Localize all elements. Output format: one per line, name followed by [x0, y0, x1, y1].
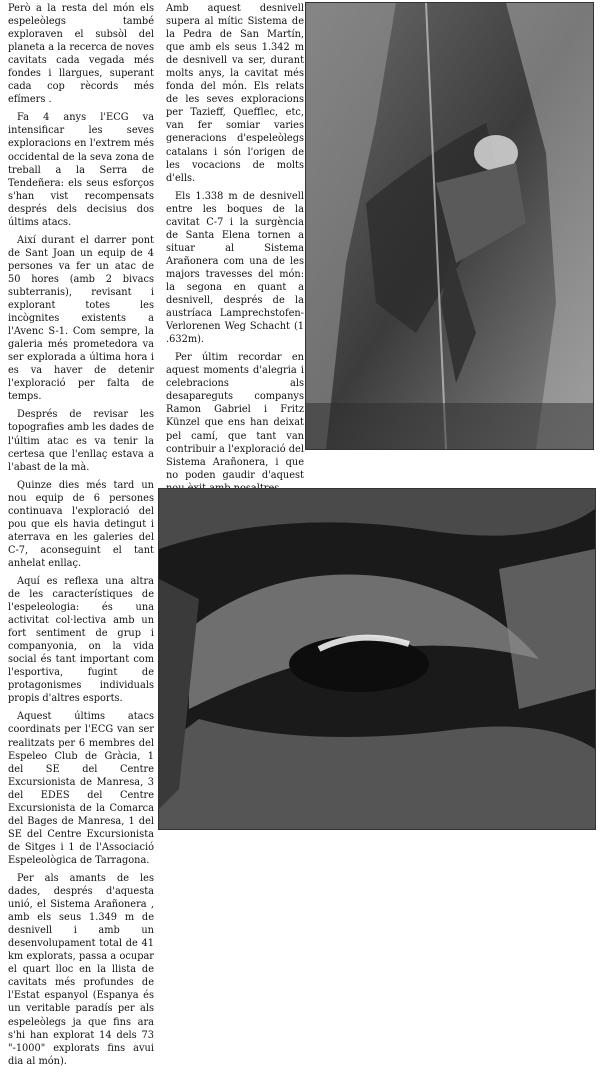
paragraph: Fa 4 anys l'ECG va intensificar les seves exploracions en l'extrem més occidental de la seva zona de treball a la Serra de Tendeñera: els seus esforços s'han vist recompensats després dels decisius dos últims atacs.	[8, 112, 154, 228]
paragraph: Per últim recordar en aquest moments d'alegria i celebracions als desapareguts companys Ramon Gabriel i Fritz Künzel que ens han deixat pel camí, que tant van contribuir a l'exploració del Sistema Arañonera, i que no poden gaudir d'aquest	[166, 352, 304, 481]
paragraph: Després de revisar les topografies amb les dades de l'últim atac es va tenir la certesa que l'enllaç estava a l'abast de la mà.	[8, 409, 154, 473]
cave-gallery-photo	[158, 488, 596, 830]
caver-climbing-image	[306, 3, 593, 449]
paragraph: Per als amants de les dades, després d'aquesta unió, el Sistema Arañonera , amb els seus 1.349 m de desnivell i amb un desenvolupament total de 41 km explorats, passa a ocupar el quart lloc en la llista de cavitats més profundes de l'Estat espanyol (Espanya és un veritable paradís per als espeleòlegs ja que fins ara s'hi han explorat 14 dels 73 "-1000" explorats fins avui dia al món).	[8, 873, 154, 1067]
paragraph: Aquest últims atacs coordinats per l'ECG van ser realitzats per 6 membres del Espeleo Club de Gràcia, 1 del SE del Centre Excursionista de Manresa, 3 del EDES del Centre Excursionista de la Comarca del Bages de Manresa, 1 del SE del Centre Excursionista de Sitges i 1 de l'Associació Espeleològica de Tarragona.	[8, 711, 154, 866]
article-left-column	[8, 2, 154, 1073]
cave-passage-image	[159, 489, 595, 829]
paragraph: Amb aquest desnivell supera al mític Sistema de la Pedra de San Martín, que amb els seus 1.342 m de desnivell va ser, durant molts anys, la cavitat més fonda del món. Els relats de les seves exploracions per Tazieff, Quefflec, etc, van fer somiar varies generacions d'espeleòlegs catalans i són l'origen de les vocacions de molts d'ells.	[166, 3, 304, 184]
caver-photo	[305, 2, 594, 450]
paragraph: Així durant el darrer pont de Sant Joan un equip de 4 persones va fer un atac de 50 hores (amb 2 bivacs subterranis), revisant i explorant totes les incògnites existents a l'Avenc S-1. Com sempre, la galeria més prometedora va ser explorada a última hora i es va haver de detenir l'exploració per falta de temps.	[8, 234, 154, 403]
paragraph: Quinze dies més tard un nou equip de 6 persones continuava l'exploració del pou que els havia detingut i aterrava en les galeries del C-7, aconseguint el tant anhelat enllaç.	[8, 479, 154, 569]
paragraph: Els 1.338 m de desnivell entre les boques de la cavitat C-7 i la surgència de Santa Elena tornen a situar al Sistema Arañonera com una de les majors travesses del món: la segona en quant a desnivell, després de la austríaca Lamprechstofen-Verlorenen Weg Schacht (1 .632m).	[166, 190, 304, 346]
paragraph: Aquí es reflexa una altra de les característiques de l'espeleologia: és una activitat col·lectiva amb un fort sentiment de grup i companyonia, on la vida social és tant important com l'esportiva, fugint de protagonismes individuals propis d'altres esports.	[8, 575, 154, 705]
paragraph: Però a la resta del món els espeleòlegs també exploraven el subsòl del planeta a la recerca de noves cavitats cada vegada més fondes i llargues, superant cada cop rècords més efímers .	[8, 3, 154, 106]
